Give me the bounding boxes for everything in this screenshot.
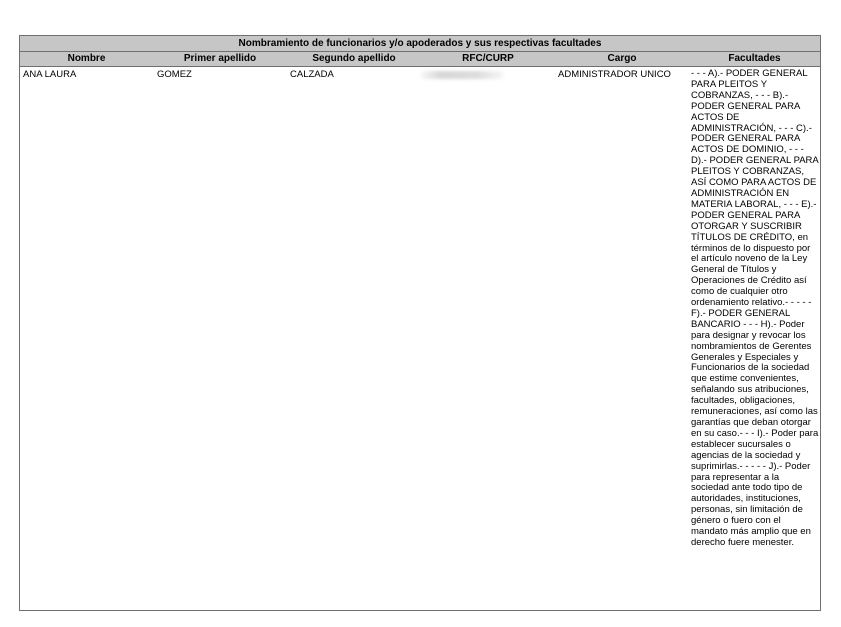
cell-nombre: ANA LAURA xyxy=(23,69,77,80)
cell-segundo-apellido: CALZADA xyxy=(290,69,334,80)
column-header-primer-apellido: Primer apellido xyxy=(183,53,257,64)
column-header-cargo: Cargo xyxy=(607,53,637,64)
column-header-rfc-curp: RFC/CURP xyxy=(462,53,514,64)
cell-rfc-curp-redacted xyxy=(420,71,504,79)
column-header-nombre: Nombre xyxy=(67,53,106,64)
table-header-row xyxy=(20,52,820,67)
column-header-segundo-apellido: Segundo apellido xyxy=(312,53,396,64)
column-header-facultades: Facultades xyxy=(728,53,781,64)
table-title: Nombramiento de funcionarios y/o apoderados y sus respectivas facultades xyxy=(20,36,820,52)
cell-facultades: - - - A).- PODER GENERAL PARA PLEITOS Y COBRANZAS, - - - B).- PODER GENERAL PARA ACTOS DE ADMINISTRACIÓN, - - - C).- PODER GENERAL PARA ACTOS DE DOMINIO, - - - D).- PODER GENERAL PARA PLEITOS Y COBRANZAS, ASÍ COMO PARA ACTOS DE ADMINISTRACIÓN EN MATERIA LABORAL, - - - E).- PODER GENERAL PARA OTORGAR Y SUSCRIBIR TÍTULOS DE CRÉDITO, en términos de lo dispuesto por el artículo noveno de la Ley General de Títulos y Operaciones de Crédito así como de cualquier otro ordenamiento relativo.- - - - - F).- PODER GENERAL BANCARIO - - - H).- Poder para designar y revocar los nombramientos de Gerentes Generales y Especiales y Funcionarios de la sociedad que estime convenientes, señalando sus atribuciones, facultades, obligaciones, remuneraciones, así como las garantías que deban otorgar en su caso.- - - I).- Poder para establecer sucursales o agencias de la sociedad y suprimirlas.- - - - - J).- Poder para representar a la sociedad ante todo tipo de autoridades, instituciones, personas, sin limitación de género o fuero con el mandato más amplio que en derecho fuere menester. xyxy=(691,68,819,548)
funcionarios-table xyxy=(19,35,821,611)
cell-cargo: ADMINISTRADOR UNICO xyxy=(558,69,671,80)
cell-primer-apellido: GOMEZ xyxy=(157,69,192,80)
